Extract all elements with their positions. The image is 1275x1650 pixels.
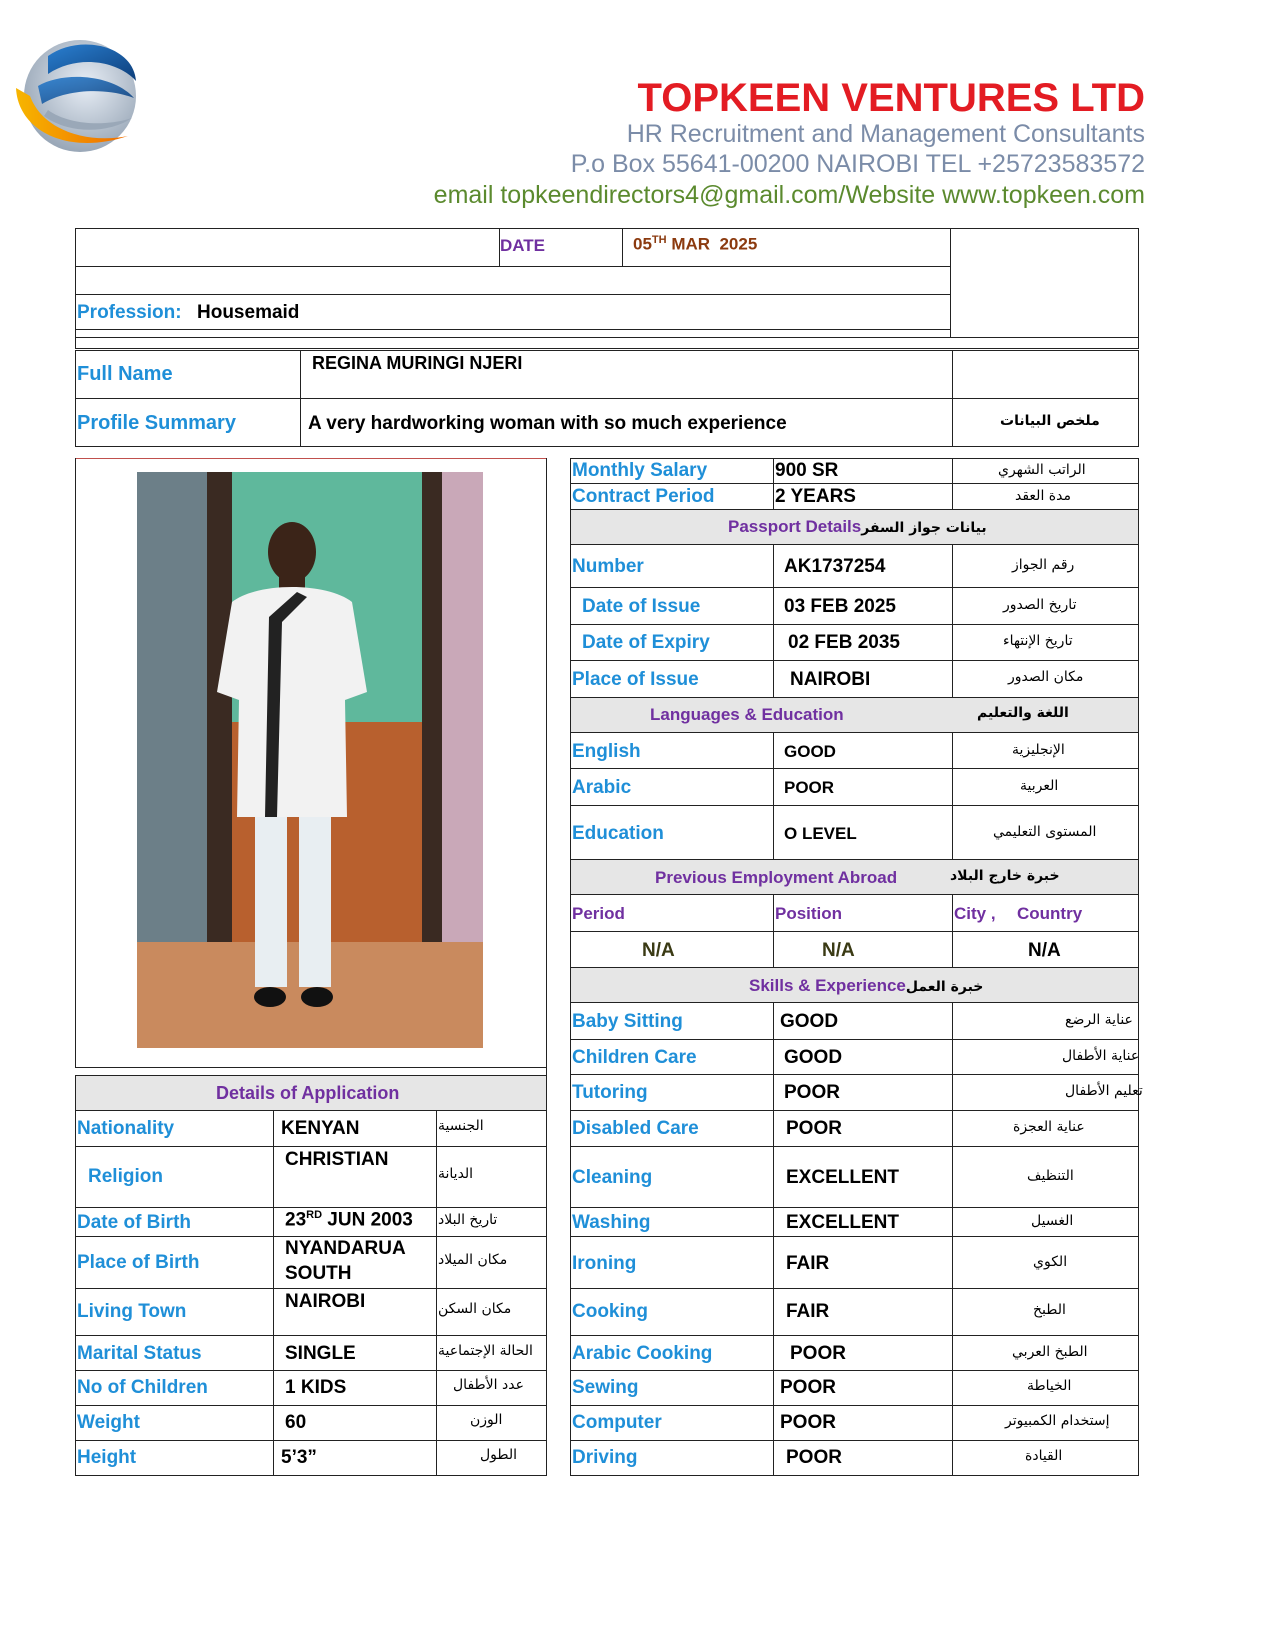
issue-date-label: Date of Issue [582, 596, 701, 617]
date-label: DATE [500, 236, 546, 255]
company-address: P.o Box 55641-00200 NAIROBI TEL +25723583572 [570, 150, 1145, 178]
skill-baby-sitting-arabic: عناية الرضع [1065, 1012, 1133, 1028]
skill-baby-sitting-label: Baby Sitting [572, 1011, 683, 1032]
full-name-label: Full Name [77, 363, 173, 385]
living-town-arabic: مكان السكن [438, 1301, 512, 1317]
date-rest: MAR 2025 [666, 234, 758, 254]
religion-value: CHRISTIAN [285, 1149, 389, 1170]
arabic-arabic: العربية [1020, 778, 1059, 794]
employment-col-period: Period [572, 904, 625, 923]
employment-col-country: Country [1017, 904, 1083, 923]
passport-heading [728, 517, 987, 537]
globe-logo-icon [8, 26, 148, 166]
date-of-birth-arabic: تاريخ البلاد [438, 1212, 498, 1228]
date-suffix: TH [651, 234, 667, 246]
skill-children-care-value: GOOD [784, 1047, 843, 1068]
skill-cooking-label: Cooking [572, 1301, 648, 1322]
company-logo [8, 26, 148, 166]
languages-heading: Languages & Education [650, 705, 844, 724]
place-of-issue-value: NAIROBI [790, 669, 871, 690]
expiry-date-value: 02 FEB 2035 [788, 632, 900, 653]
salary-label: Monthly Salary [572, 460, 708, 481]
skill-cleaning-arabic: التنظيف [1027, 1168, 1074, 1184]
education-value: O LEVEL [784, 824, 857, 843]
skill-washing-value: EXCELLENT [786, 1212, 899, 1233]
skill-arabic-cooking-arabic: الطبخ العربي [1012, 1344, 1088, 1360]
skill-tutoring-label: Tutoring [572, 1082, 648, 1103]
profile-summary-label: Profile Summary [77, 412, 236, 434]
place-of-birth-value-line1: NYANDARUA [285, 1238, 406, 1259]
passport-number-arabic: رقم الجواز [1012, 557, 1075, 573]
skill-computer-label: Computer [572, 1412, 662, 1433]
skill-children-care-arabic: عناية الأطفال [1062, 1048, 1140, 1064]
company-name: TOPKEEN VENTURES LTD [637, 76, 1145, 120]
profile-summary-arabic: ملخص البيانات [1000, 413, 1100, 429]
skill-computer-value: POOR [780, 1412, 836, 1433]
skill-cleaning-value: EXCELLENT [786, 1167, 899, 1188]
skill-driving-arabic: القيادة [1025, 1448, 1063, 1464]
skill-ironing-label: Ironing [572, 1253, 637, 1274]
education-label: Education [572, 823, 664, 844]
issue-date-arabic: تاريخ الصدور [1003, 597, 1077, 613]
passport-number-label: Number [572, 556, 644, 577]
languages-heading-arabic: اللغة والتعليم [977, 705, 1069, 721]
height-label: Height [77, 1447, 137, 1468]
marital-status-arabic: الحالة الإجتماعية [438, 1343, 533, 1359]
contract-period-arabic: مدة العقد [1015, 488, 1071, 504]
children-label: No of Children [77, 1377, 208, 1398]
english-label: English [572, 741, 641, 762]
arabic-label: Arabic [572, 777, 632, 798]
company-contact: email topkeendirectors4@gmail.com/Website www.topkeen.com [433, 181, 1145, 209]
height-value: 5’3” [281, 1447, 317, 1468]
candidate-photo-image [137, 472, 483, 1048]
skill-driving-label: Driving [572, 1447, 638, 1468]
children-value: 1 KIDS [285, 1377, 347, 1398]
employment-period-value: N/A [642, 940, 675, 961]
place-of-birth-arabic: مكان الميلاد [438, 1252, 508, 1268]
skill-cooking-value: FAIR [786, 1301, 830, 1322]
skill-arabic-cooking-label: Arabic Cooking [572, 1343, 713, 1364]
passport-number-value: AK1737254 [784, 556, 886, 577]
skill-disabled-care-value: POOR [786, 1118, 842, 1139]
english-value: GOOD [784, 742, 836, 761]
passport-heading-ar: بيانات جواز السفر [861, 520, 987, 536]
weight-value: 60 [285, 1412, 307, 1433]
application-heading: Details of Application [216, 1083, 400, 1103]
living-town-label: Living Town [77, 1301, 187, 1322]
skill-sewing-label: Sewing [572, 1377, 639, 1398]
place-of-issue-label: Place of Issue [572, 669, 699, 690]
weight-label: Weight [77, 1412, 140, 1433]
expiry-date-label: Date of Expiry [582, 632, 710, 653]
employment-col-position: Position [775, 904, 843, 923]
profile-summary-value: A very hardworking woman with so much experience [308, 413, 787, 434]
nationality-arabic: الجنسية [438, 1118, 484, 1134]
employment-position-value: N/A [822, 940, 855, 961]
skill-disabled-care-label: Disabled Care [572, 1118, 699, 1139]
date-day: 05 [633, 234, 652, 254]
skill-sewing-arabic: الخياطة [1027, 1378, 1072, 1394]
employment-heading: Previous Employment Abroad [655, 868, 898, 887]
dob-rest: JUN 2003 [322, 1209, 413, 1231]
skills-heading [749, 976, 983, 996]
contract-period-label: Contract Period [572, 486, 715, 507]
skill-baby-sitting-value: GOOD [780, 1011, 839, 1032]
employment-heading-arabic: خبرة خارج البلاد [950, 868, 1060, 884]
employment-location-value: N/A [1028, 940, 1061, 961]
place-of-birth-label: Place of Birth [77, 1252, 200, 1273]
religion-label: Religion [88, 1166, 163, 1187]
date-of-birth-value [285, 1209, 413, 1231]
company-tagline: HR Recruitment and Management Consultants [626, 120, 1145, 148]
place-of-issue-arabic: مكان الصدور [1008, 669, 1084, 685]
issue-date-value: 03 FEB 2025 [784, 596, 896, 617]
skill-cleaning-label: Cleaning [572, 1167, 653, 1188]
employment-col-city: City , [954, 904, 996, 923]
skills-heading-en: Skills & Experience [749, 976, 906, 995]
profession-label: Profession: [77, 302, 182, 323]
candidate-photo [137, 472, 483, 1048]
skill-computer-arabic: إستخدام الكمبيوتر [1005, 1413, 1110, 1429]
nationality-label: Nationality [77, 1118, 175, 1139]
place-of-birth-value-line2: SOUTH [285, 1263, 352, 1284]
salary-value: 900 SR [775, 460, 839, 481]
english-arabic: الإنجليزية [1012, 742, 1065, 758]
skill-driving-value: POOR [786, 1447, 842, 1468]
weight-arabic: الوزن [470, 1412, 503, 1428]
date-value [633, 234, 757, 255]
nationality-value: KENYAN [281, 1118, 360, 1139]
salary-arabic: الراتب الشهري [998, 462, 1086, 478]
skill-arabic-cooking-value: POOR [790, 1343, 846, 1364]
skills-heading-ar: خبرة العمل [905, 979, 984, 995]
children-arabic: عدد الأطفال [453, 1377, 524, 1393]
contract-period-value: 2 YEARS [775, 486, 856, 507]
skill-sewing-value: POOR [780, 1377, 836, 1398]
skill-children-care-label: Children Care [572, 1047, 697, 1068]
skill-tutoring-value: POOR [784, 1082, 840, 1103]
skill-ironing-arabic: الكوي [1033, 1254, 1068, 1270]
expiry-date-arabic: تاريخ الإنتهاء [1003, 633, 1073, 649]
skill-washing-arabic: الغسيل [1031, 1213, 1074, 1229]
skill-cooking-arabic: الطبخ [1033, 1302, 1066, 1318]
full-name-value: REGINA MURINGI NJERI [312, 353, 523, 373]
skill-washing-label: Washing [572, 1212, 651, 1233]
arabic-value: POOR [784, 778, 835, 797]
profession-value: Housemaid [197, 302, 300, 323]
marital-status-label: Marital Status [77, 1343, 202, 1364]
religion-arabic: الديانة [438, 1166, 474, 1182]
dob-day: 23 [285, 1209, 307, 1231]
education-arabic: المستوى التعليمي [993, 824, 1097, 840]
skill-ironing-value: FAIR [786, 1253, 830, 1274]
skill-disabled-care-arabic: عناية العجزة [1013, 1119, 1085, 1135]
living-town-value: NAIROBI [285, 1291, 366, 1312]
passport-heading-en: Passport Details [728, 517, 862, 536]
date-of-birth-label: Date of Birth [77, 1212, 191, 1233]
height-arabic: الطول [480, 1447, 518, 1463]
skill-tutoring-arabic: تعليم الأطفال [1065, 1083, 1143, 1099]
dob-suffix: RD [306, 1209, 323, 1221]
marital-status-value: SINGLE [285, 1343, 356, 1364]
